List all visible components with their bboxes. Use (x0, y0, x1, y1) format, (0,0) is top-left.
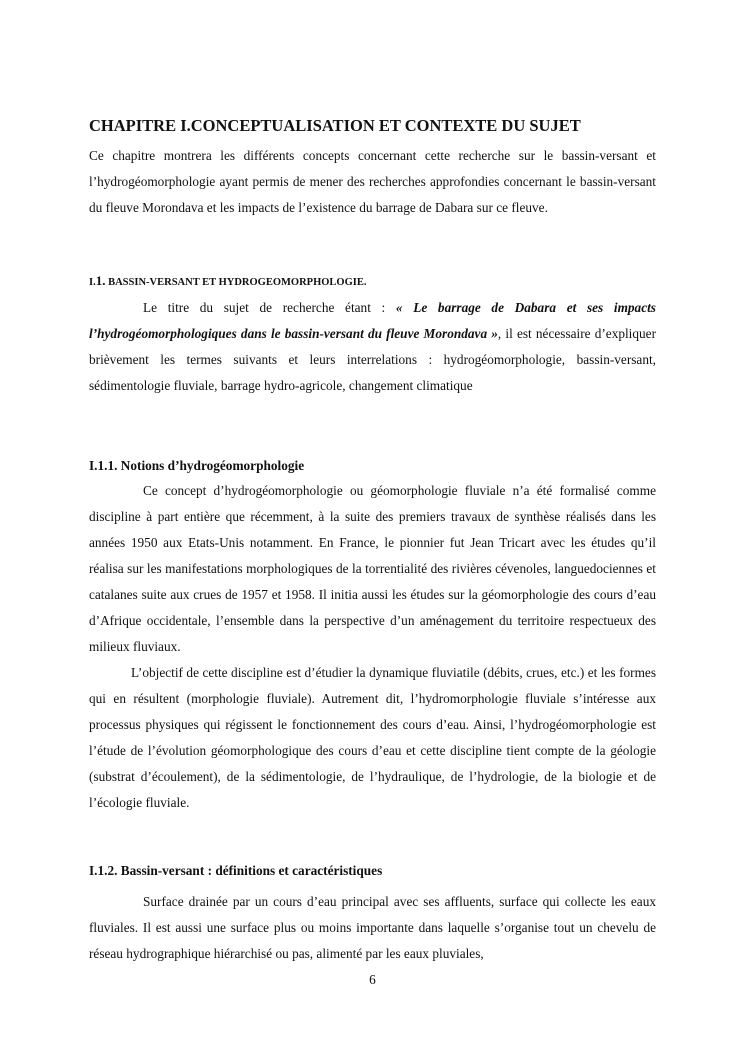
section-1-1-paragraph-1: Ce concept d’hydrogéomorphologie ou géomorphologie fluviale n’a été formalisé comme discipline à part entière que récemment, à la suite des premiers travaux de synthèse réalisés dans les années 1950 aux Etats-Unis notamment. En France, le pionnier fut Jean Tricart avec les études qu’il réalisa sur les manifestations morphologiques de la torrentialité des rivières cévenoles, languedociennes et catalanes suite aux crues de 1957 et 1958. Il initia aussi les études sur la géomorphologie des cours d’eau d’Afrique occidentale, l’ensemble dans la perspective d’un aménagement du territoire respectueux des milieux fluviaux. (89, 483, 656, 654)
section-1-number-prefix: I. (89, 277, 96, 288)
chapter-intro-paragraph: Ce chapitre montrera les différents concepts concernant cette recherche sur le bassin-versant et l’hydrogéomorphologie ayant permis de mener des recherches approfondies concernant le bassin-versant du fleuve Morondava et les impacts de l’existence du barrage de Dabara sur ce fleuve. (89, 148, 656, 215)
page-number: 6 (369, 972, 376, 987)
research-title-quote: « Le barrage de Dabara et ses impacts l’hydrogéomorphologiques dans le bassin-versant du fleuve Morondava » (89, 300, 656, 341)
section-1-rest: , il est nécessaire d’expliquer brièvement les termes suivants et leurs interrelations : hydrogéomorphologie, bassin-versant, sédimentologie fluviale, barrage hydro-agricole, changement climatique (89, 326, 657, 393)
chapter-title: CHAPITRE I.CONCEPTUALISATION ET CONTEXTE DU SUJET (89, 116, 581, 135)
section-1-title: BASSIN-VERSANT ET HYDROGEOMORPHOLOGIE (108, 277, 364, 288)
section-1-1-heading: I.1.1. Notions d’hydrogéomorphologie (89, 458, 305, 473)
section-1-2-paragraph-1: Surface drainée par un cours d’eau principal avec ses affluents, surface qui collecte les eaux fluviales. Il est aussi une surface plus ou moins importante dans laquelle s’organise tout un chevelu de réseau hydrographique hiérarchisé ou pas, alimenté par les eaux pluviales, (89, 894, 656, 961)
section-1-title-end: . (363, 277, 367, 288)
section-1-paragraph (89, 295, 656, 399)
section-1-1-paragraph-2: L’objectif de cette discipline est d’étudier la dynamique fluviatile (débits, crues, etc.) et les formes qui en résultent (morphologie fluviale). Autrement dit, l’hydromorphologie fluviale s’intéresse aux processus physiques qui régissent le fonctionnement des cours d’eau. Ainsi, l’hydrogéomorphologie est l’étude de l’évolution géomorphologique des cours d’eau et cette discipline tient compte de la géologie (substrat d’écoulement), de la sédimentologie, de l’hydraulique, de l’hydrologie, de la biologie et de l’écologie fluviale. (89, 665, 656, 810)
section-1-2-heading: I.1.2. Bassin-versant : définitions et caractéristiques (89, 863, 383, 878)
section-1-heading (89, 274, 656, 290)
section-1-lead: Le titre du sujet de recherche étant : (143, 300, 396, 315)
section-1-number-main: 1. (95, 273, 106, 288)
